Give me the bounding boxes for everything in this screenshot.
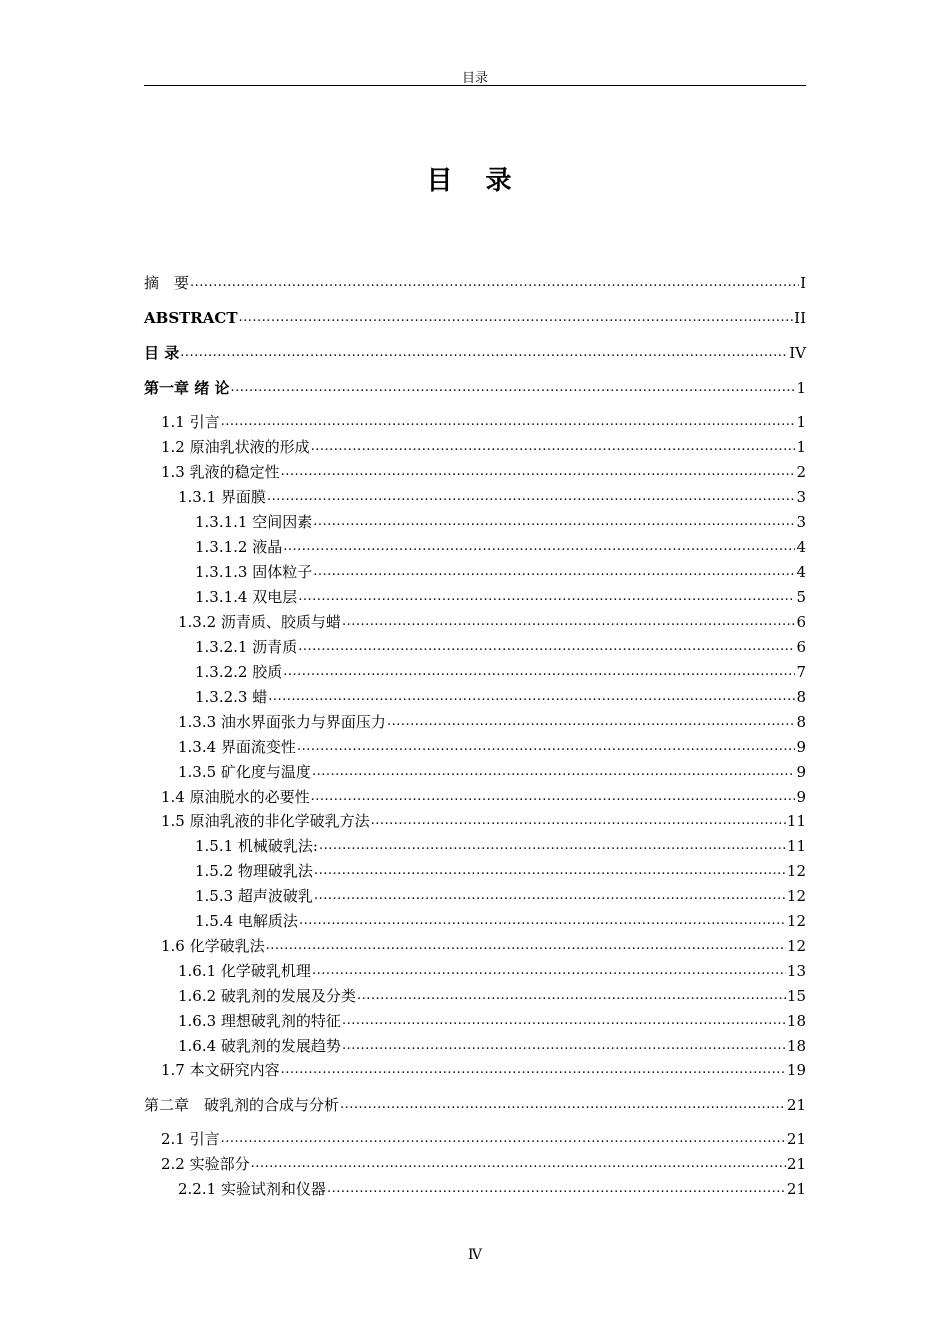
toc-entry[interactable] bbox=[144, 307, 806, 327]
toc-entry[interactable] bbox=[144, 636, 806, 656]
toc-entry-page: 3 bbox=[796, 513, 806, 531]
toc-entry[interactable] bbox=[144, 1010, 806, 1030]
toc-entry[interactable] bbox=[144, 1178, 806, 1198]
toc-entry[interactable] bbox=[144, 761, 806, 781]
toc-entry-page: 13 bbox=[786, 962, 806, 980]
toc-entry[interactable] bbox=[144, 786, 806, 806]
toc-entry[interactable] bbox=[144, 461, 806, 481]
toc-entry-title: 2.1 引言 bbox=[161, 1130, 220, 1148]
toc-entry-title: 1.5.2 物理破乳法 bbox=[195, 862, 313, 880]
toc-entry[interactable] bbox=[144, 686, 806, 706]
toc-entry-title: 1.5.4 电解质法 bbox=[195, 912, 298, 930]
dot-leader bbox=[340, 1094, 786, 1114]
toc-entry[interactable] bbox=[144, 885, 806, 905]
toc-entry[interactable] bbox=[144, 561, 806, 581]
running-header: 目录 bbox=[461, 71, 488, 86]
dot-leader bbox=[327, 1178, 786, 1198]
dot-leader bbox=[342, 611, 796, 631]
toc-entry-title: 1.1 引言 bbox=[161, 413, 220, 431]
toc-entry-page: 21 bbox=[786, 1155, 806, 1173]
dot-leader bbox=[221, 411, 796, 431]
toc-entry-page: 21 bbox=[786, 1180, 806, 1198]
dot-leader bbox=[298, 586, 795, 606]
toc-entry[interactable] bbox=[144, 935, 806, 955]
dot-leader bbox=[342, 1010, 786, 1030]
toc-entry-title: 1.3.1.2 液晶 bbox=[195, 538, 283, 556]
toc-entry-page: 5 bbox=[796, 588, 806, 606]
toc-entry[interactable] bbox=[144, 611, 806, 631]
toc-entry-page: 21 bbox=[786, 1130, 806, 1148]
toc-entry-page: 6 bbox=[796, 638, 806, 656]
toc-entry-page: 4 bbox=[796, 538, 806, 556]
toc-entry-title: 1.6 化学破乳法 bbox=[161, 937, 265, 955]
dot-leader bbox=[266, 935, 786, 955]
dot-leader bbox=[314, 860, 786, 880]
toc-entry-title: 摘 要 bbox=[144, 274, 190, 292]
toc-entry-title: 1.5.1 机械破乳法: bbox=[195, 837, 318, 855]
dot-leader bbox=[281, 461, 796, 481]
toc-entry-page: 12 bbox=[786, 887, 806, 905]
dot-leader bbox=[298, 636, 795, 656]
toc-entry-title: 1.3.2.1 沥青质 bbox=[195, 638, 298, 656]
toc-entry[interactable] bbox=[144, 860, 806, 880]
toc-entry-title: 第一章 绪 论 bbox=[144, 379, 230, 397]
dot-leader bbox=[268, 686, 795, 706]
toc-entry-page: 11 bbox=[786, 812, 806, 830]
dot-leader bbox=[283, 661, 795, 681]
toc-entry-page: 2 bbox=[796, 463, 806, 481]
toc-entry-page: 9 bbox=[796, 763, 806, 781]
toc-entry-page: 21 bbox=[786, 1096, 806, 1114]
dot-leader bbox=[311, 436, 796, 456]
toc-entry-page: 8 bbox=[796, 713, 806, 731]
toc-entry-title: 1.3.1 界面膜 bbox=[178, 488, 266, 506]
toc-entry-title: 1.3.3 油水界面张力与界面压力 bbox=[178, 713, 386, 731]
toc-entry[interactable] bbox=[144, 960, 806, 980]
toc-entry[interactable] bbox=[144, 711, 806, 731]
toc-entry-page: 12 bbox=[786, 862, 806, 880]
toc-entry-title: 1.3 乳液的稳定性 bbox=[161, 463, 280, 481]
toc-entry[interactable] bbox=[144, 661, 806, 681]
toc-entry[interactable] bbox=[144, 377, 806, 397]
toc-entry-title: 1.3.2.2 胶质 bbox=[195, 663, 283, 681]
toc-entry-page: 9 bbox=[796, 738, 806, 756]
dot-leader bbox=[314, 885, 786, 905]
toc-entry[interactable] bbox=[144, 835, 806, 855]
toc-entry-title: 2.2 实验部分 bbox=[161, 1155, 250, 1173]
toc-entry-title: 1.6.2 破乳剂的发展及分类 bbox=[178, 987, 356, 1005]
toc-entry-title: 1.3.4 界面流变性 bbox=[178, 738, 296, 756]
toc-entry[interactable] bbox=[144, 810, 806, 830]
toc-entry[interactable] bbox=[144, 910, 806, 930]
toc-entry-title: 第二章 破乳剂的合成与分析 bbox=[144, 1096, 340, 1114]
toc-entry-page: 1 bbox=[796, 438, 806, 456]
toc-entry-title: 1.3.2.3 蜡 bbox=[195, 688, 268, 706]
toc-entry-title: 1.3.1.1 空间因素 bbox=[195, 513, 313, 531]
dot-leader bbox=[267, 486, 796, 506]
toc-entry[interactable] bbox=[144, 342, 806, 362]
dot-leader bbox=[371, 810, 786, 830]
toc-entry[interactable] bbox=[144, 1059, 806, 1079]
toc-entry-title: 目 录 bbox=[144, 344, 180, 362]
header-rule bbox=[144, 85, 806, 86]
toc-entry[interactable] bbox=[144, 272, 806, 292]
toc-entry-title: 1.3.1.3 固体粒子 bbox=[195, 563, 313, 581]
toc-entry-title: 1.5 原油乳液的非化学破乳方法 bbox=[161, 812, 370, 830]
toc-entry[interactable] bbox=[144, 985, 806, 1005]
toc-entry-page: 18 bbox=[786, 1012, 806, 1030]
dot-leader bbox=[312, 761, 796, 781]
toc-entry-page: II bbox=[794, 309, 806, 327]
toc-entry-title: 1.6.1 化学破乳机理 bbox=[178, 962, 311, 980]
dot-leader bbox=[387, 711, 796, 731]
dot-leader bbox=[297, 736, 796, 756]
dot-leader bbox=[342, 1035, 786, 1055]
toc-entry[interactable] bbox=[144, 1035, 806, 1055]
toc-entry-page: 8 bbox=[796, 688, 806, 706]
dot-leader bbox=[281, 1059, 786, 1079]
page-number: Ⅳ bbox=[468, 1247, 482, 1263]
dot-leader bbox=[313, 511, 795, 531]
dot-leader bbox=[251, 1153, 786, 1173]
toc-entry[interactable] bbox=[144, 1153, 806, 1173]
toc-entry-title: 1.3.2 沥青质、胶质与蜡 bbox=[178, 613, 341, 631]
toc-entry-page: 15 bbox=[786, 987, 806, 1005]
toc-entry-title: 1.5.3 超声波破乳 bbox=[195, 887, 313, 905]
toc-entry-page: 3 bbox=[796, 488, 806, 506]
dot-leader bbox=[357, 985, 786, 1005]
toc-entry[interactable] bbox=[144, 536, 806, 556]
toc-entry[interactable] bbox=[144, 1128, 806, 1148]
toc-entry-title: 1.4 原油脱水的必要性 bbox=[161, 788, 310, 806]
dot-leader bbox=[311, 786, 796, 806]
toc-entry-page: 19 bbox=[786, 1061, 806, 1079]
toc-entry[interactable] bbox=[144, 411, 806, 431]
page-title: 目 录 bbox=[426, 166, 524, 196]
toc-entry-title: 1.2 原油乳状液的形成 bbox=[161, 438, 310, 456]
toc-entry-page: 1 bbox=[796, 379, 806, 397]
toc-entry[interactable] bbox=[144, 586, 806, 606]
toc-entry-page: I bbox=[800, 274, 806, 292]
dot-leader bbox=[312, 960, 786, 980]
toc-entry-page: 12 bbox=[786, 912, 806, 930]
toc-entry-page: 11 bbox=[786, 837, 806, 855]
toc-entry-page: 1 bbox=[796, 413, 806, 431]
toc-entry-page: 6 bbox=[796, 613, 806, 631]
toc-entry-title: 1.3.1.4 双电层 bbox=[195, 588, 298, 606]
toc-entry-page: 9 bbox=[796, 788, 806, 806]
toc-entry-page: 12 bbox=[786, 937, 806, 955]
dot-leader bbox=[299, 910, 786, 930]
dot-leader bbox=[180, 342, 788, 362]
dot-leader bbox=[319, 835, 786, 855]
toc-entry-title: ABSTRACT bbox=[144, 309, 238, 327]
toc-entry-title: 1.6.3 理想破乳剂的特征 bbox=[178, 1012, 341, 1030]
toc-entry[interactable] bbox=[144, 511, 806, 531]
toc-entry-title: 2.2.1 实验试剂和仪器 bbox=[178, 1180, 326, 1198]
dot-leader bbox=[239, 307, 794, 327]
toc-entry[interactable] bbox=[144, 1094, 806, 1114]
toc-entry-page: IV bbox=[789, 344, 806, 362]
dot-leader bbox=[221, 1128, 786, 1148]
dot-leader bbox=[230, 377, 795, 397]
dot-leader bbox=[313, 561, 795, 581]
toc-entry-title: 1.7 本文研究内容 bbox=[161, 1061, 280, 1079]
toc-entry-title: 1.6.4 破乳剂的发展趋势 bbox=[178, 1037, 341, 1055]
toc-entry-title: 1.3.5 矿化度与温度 bbox=[178, 763, 311, 781]
toc-entry-page: 4 bbox=[796, 563, 806, 581]
toc-entry[interactable] bbox=[144, 436, 806, 456]
dot-leader bbox=[283, 536, 795, 556]
dot-leader bbox=[190, 272, 799, 292]
toc-entry[interactable] bbox=[144, 736, 806, 756]
toc-entry[interactable] bbox=[144, 486, 806, 506]
toc-entry-page: 18 bbox=[786, 1037, 806, 1055]
toc-entry-page: 7 bbox=[796, 663, 806, 681]
